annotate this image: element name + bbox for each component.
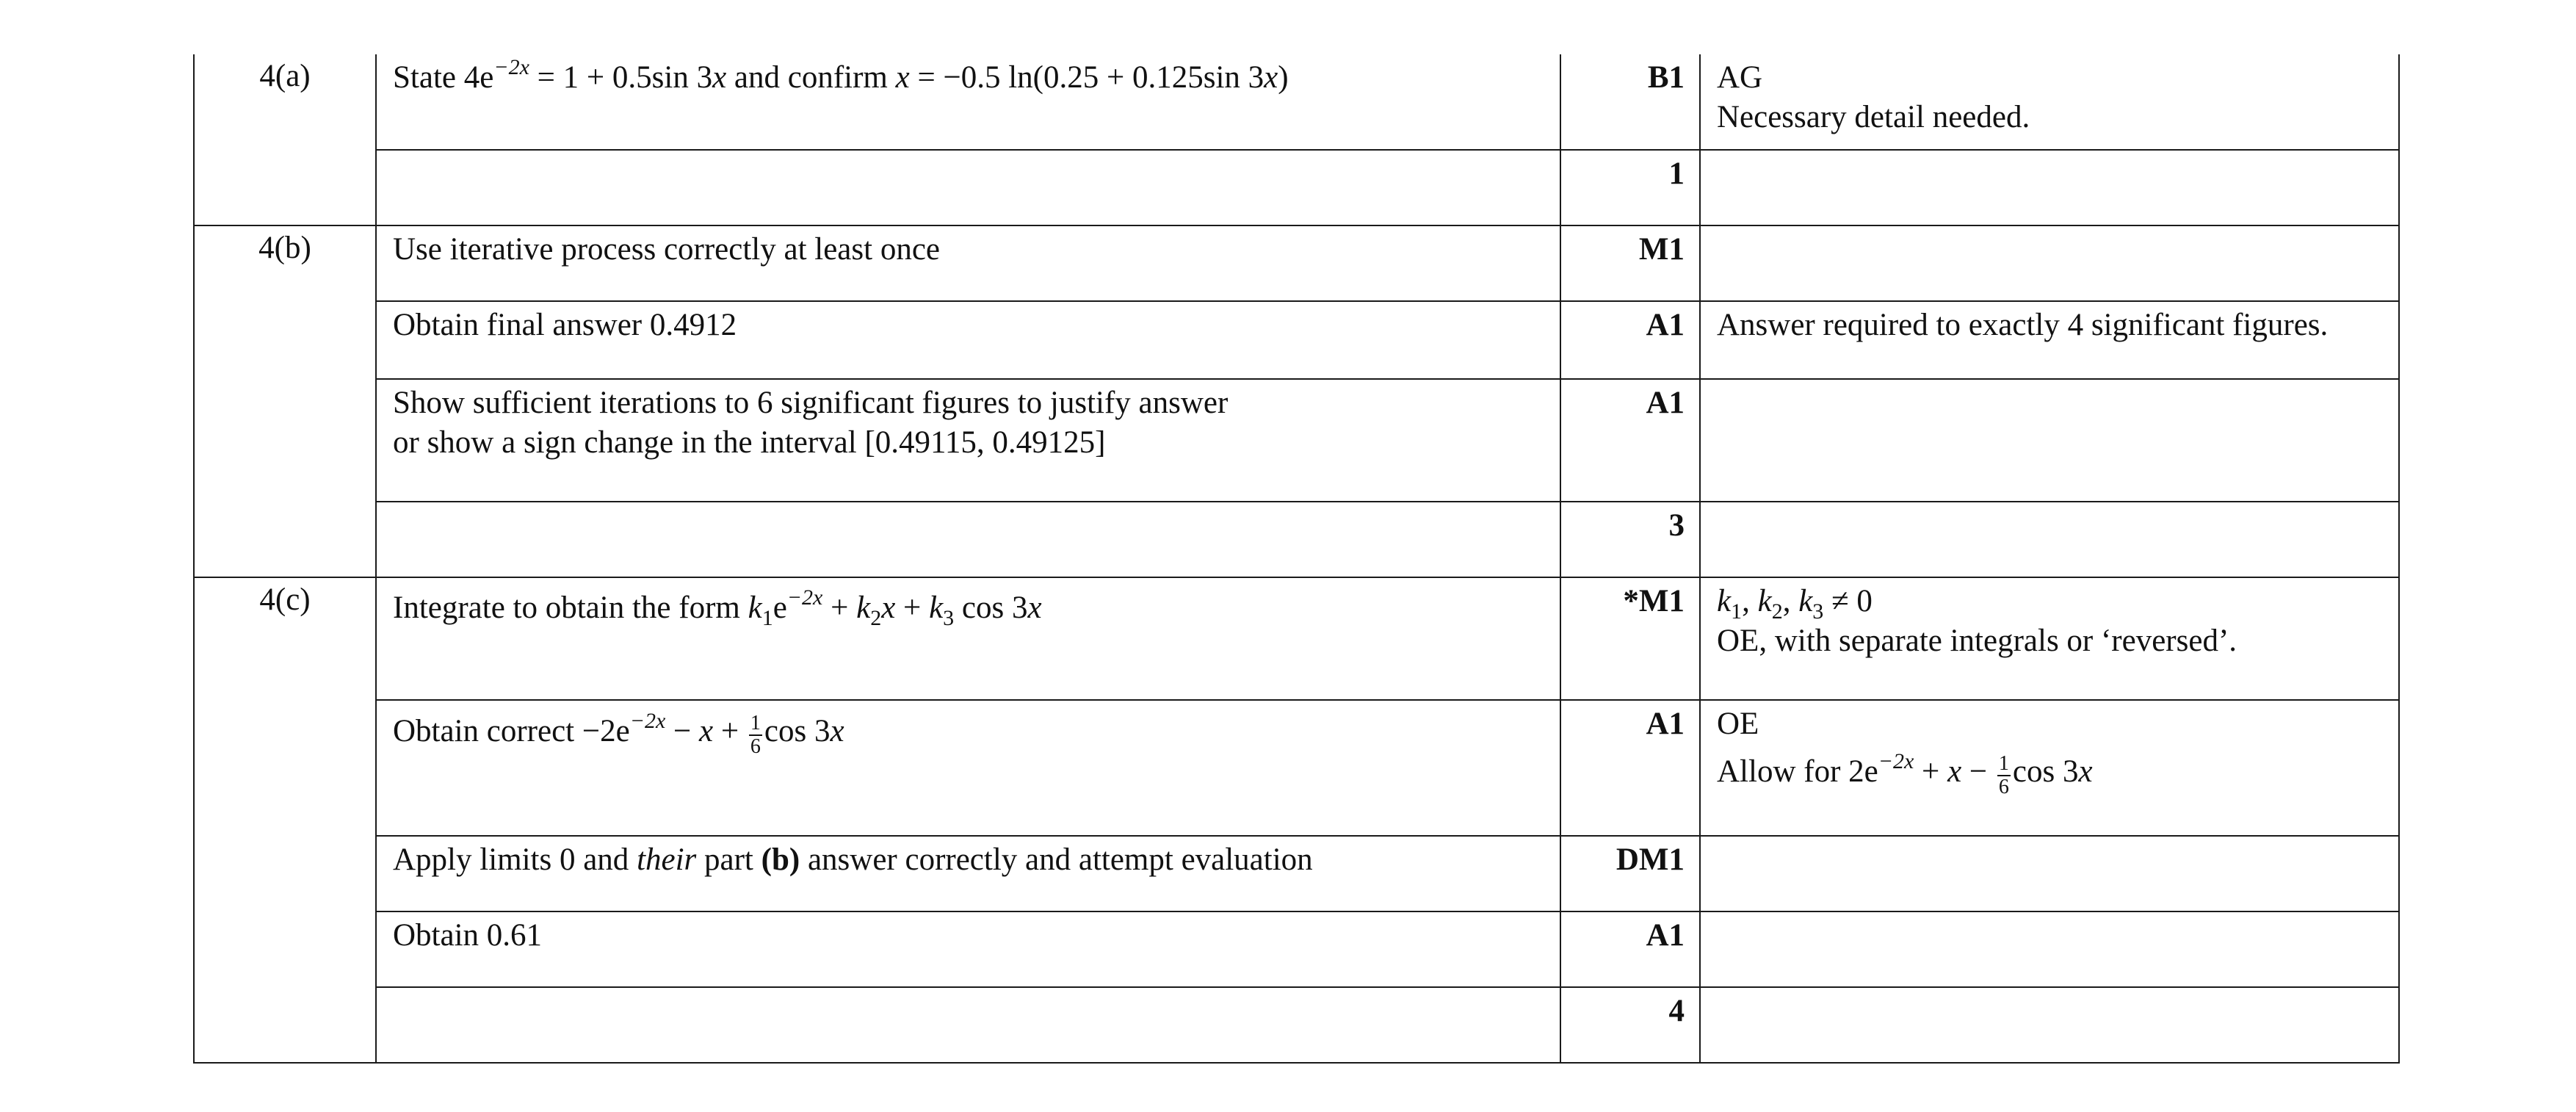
table-row — [194, 150, 2399, 225]
answer-text: Use iterative process correctly at least once — [393, 232, 940, 267]
mark-code: *M1 — [1623, 584, 1685, 618]
guidance-cell — [1700, 700, 2399, 836]
guidance-text: $k_1$, $k_2$, $k_3 \ne 0$ — [1717, 584, 1873, 624]
guidance-text: Answer required to exactly 4 significant figures. — [1717, 308, 2329, 342]
total-marks: 3 — [1668, 508, 1685, 543]
answer-text: State $4e^{-2x} = 1 + 0.5\sin$ 3x and confirm x = −0.5 ln(0.25 + 0.125sin 3x) — [393, 55, 1289, 95]
answer-cell — [376, 577, 1560, 700]
mark-cell — [1560, 987, 1700, 1063]
fraction: $\frac{1}{6}$ — [750, 712, 761, 758]
table-row — [194, 379, 2399, 502]
guidance-text: OE, with separate integrals or ‘reversed’. — [1717, 624, 2237, 658]
table-row — [194, 911, 2399, 987]
mark-code: M1 — [1638, 232, 1685, 267]
guidance-cell — [1700, 379, 2399, 502]
answer-text: Obtain final answer 0.4912 — [393, 308, 737, 342]
guidance-text: Necessary detail needed. — [1717, 100, 2030, 134]
question-number: 4(a) — [259, 59, 311, 93]
table-row — [194, 54, 2399, 150]
question-number-cell — [194, 225, 376, 577]
guidance-cell — [1700, 225, 2399, 301]
table-row — [194, 502, 2399, 577]
guidance-cell — [1700, 54, 2399, 150]
guidance-cell — [1700, 836, 2399, 911]
question-number-cell — [194, 577, 376, 1063]
answer-cell — [376, 225, 1560, 301]
total-marks: 4 — [1668, 994, 1685, 1028]
answer-cell — [376, 54, 1560, 150]
mark-scheme-table — [193, 54, 2400, 1064]
mark-code: DM1 — [1616, 842, 1685, 877]
total-marks: 1 — [1668, 156, 1685, 191]
guidance-text: Allow for $2e^{-2x} + x$ − $\frac{1}{6}$ cos 3x — [1717, 748, 2093, 798]
mark-cell — [1560, 502, 1700, 577]
question-number: 4(c) — [259, 582, 311, 617]
guidance-cell — [1700, 577, 2399, 700]
guidance-cell — [1700, 502, 2399, 577]
table-row — [194, 700, 2399, 836]
table-row — [194, 987, 2399, 1063]
answer-text: Apply limits 0 and their part (b) answer correctly and attempt evaluation — [393, 842, 1313, 877]
mark-code: A1 — [1646, 707, 1685, 741]
answer-cell — [376, 379, 1560, 502]
question-number: 4(b) — [258, 231, 311, 265]
answer-text: Obtain 0.61 — [393, 918, 543, 953]
guidance-cell — [1700, 911, 2399, 987]
answer-text: or show a sign change in the interval [0.49115, 0.49125] — [393, 425, 1106, 460]
answer-cell — [376, 700, 1560, 836]
answer-cell — [376, 301, 1560, 379]
guidance-cell — [1700, 987, 2399, 1063]
answer-cell — [376, 836, 1560, 911]
mark-cell — [1560, 577, 1700, 700]
guidance-text: AG — [1717, 60, 1763, 95]
mark-code: A1 — [1646, 918, 1685, 953]
answer-cell — [376, 150, 1560, 225]
table-row — [194, 836, 2399, 911]
guidance-cell — [1700, 301, 2399, 379]
table-row — [194, 301, 2399, 379]
mark-code: A1 — [1646, 386, 1685, 420]
answer-cell — [376, 987, 1560, 1063]
answer-text: Show sufficient iterations to 6 significant figures to justify answer — [393, 386, 1229, 420]
answer-text: Obtain correct $-2e^{-2x} - x$ + $\frac{1}{6}$ cos 3x — [393, 708, 844, 758]
answer-text: Integrate to obtain the form $k_1e^{-2x} + k_2x + k_3$ cos 3x — [393, 585, 1042, 630]
fraction: $\frac{1}{6}$ — [1998, 752, 2009, 798]
table-row — [194, 577, 2399, 700]
mark-code: A1 — [1646, 308, 1685, 342]
mark-cell — [1560, 150, 1700, 225]
mark-cell — [1560, 54, 1700, 150]
answer-cell — [376, 502, 1560, 577]
mark-cell — [1560, 836, 1700, 911]
mark-cell — [1560, 301, 1700, 379]
mark-cell — [1560, 225, 1700, 301]
mark-cell — [1560, 700, 1700, 836]
guidance-cell — [1700, 150, 2399, 225]
question-number-cell — [194, 54, 376, 225]
mark-cell — [1560, 379, 1700, 502]
answer-cell — [376, 911, 1560, 987]
guidance-text: OE — [1717, 707, 1759, 741]
mark-code: B1 — [1647, 60, 1685, 95]
table-row — [194, 225, 2399, 301]
mark-cell — [1560, 911, 1700, 987]
